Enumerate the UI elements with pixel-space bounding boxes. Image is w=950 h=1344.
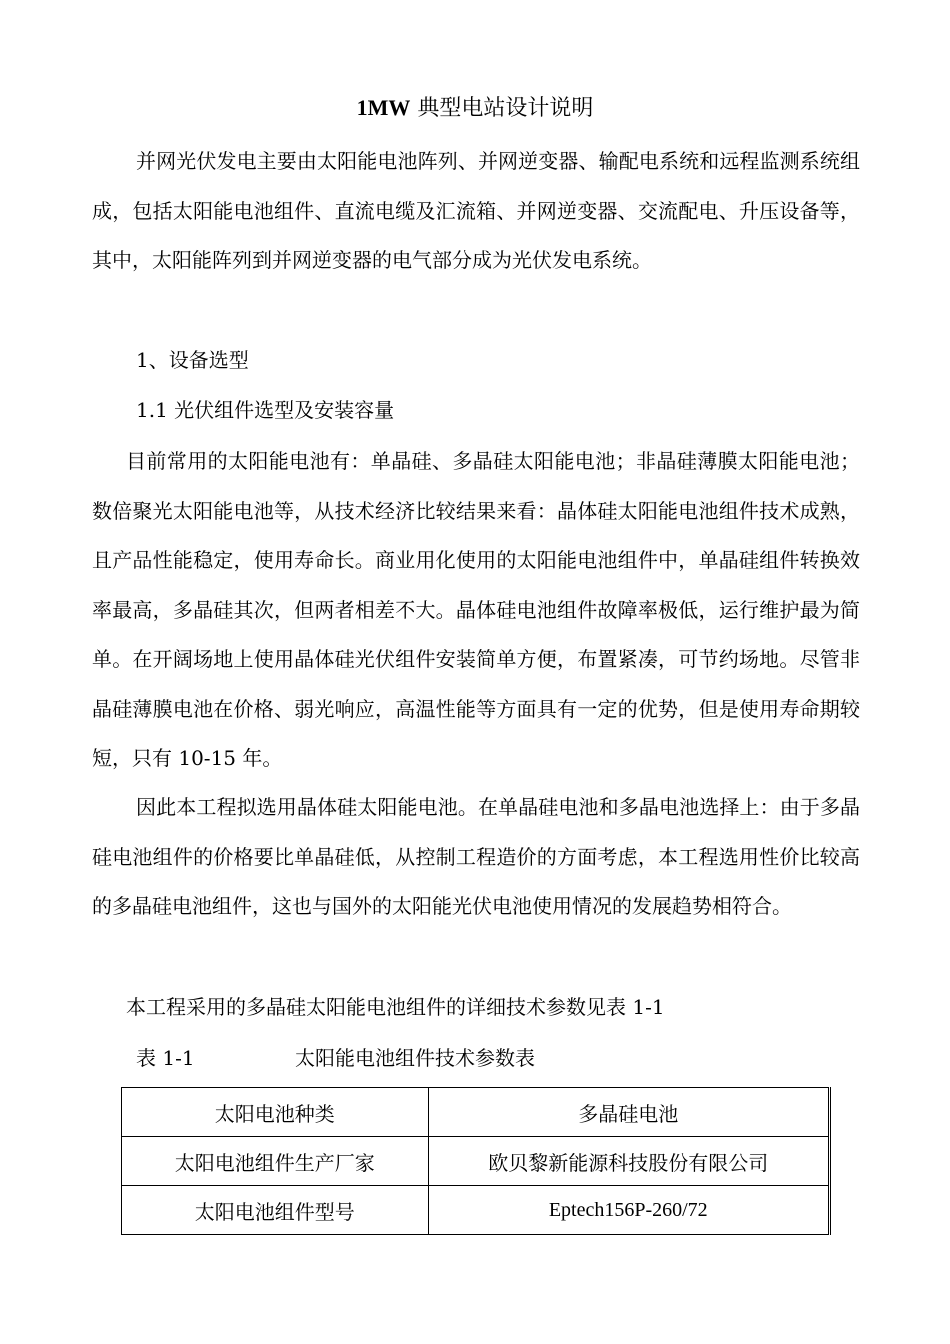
title-text: 典型电站设计说明 [410,96,594,121]
table-cell-value: 欧贝黎新能源科技股份有限公司 [428,1137,829,1186]
table-row [122,1137,830,1186]
module-parameter-table [121,1087,831,1235]
table-caption-number: 表 1-1 [136,1046,195,1070]
table-cell-value: Eptech156P-260/72 [428,1186,829,1235]
table-reference-paragraph: 本工程采用的多晶硅太阳能电池组件的详细技术参数见表 1-1 [126,995,665,1019]
table-cell-label: 太阳电池种类 [122,1088,429,1137]
table-caption-title: 太阳能电池组件技术参数表 [295,1046,535,1070]
cell-types-paragraph: 目前常用的太阳能电池有：单晶硅、多晶硅太阳能电池；非晶硅薄膜太阳能电池；数倍聚光太阳能电池等，从技术经济比较结果来看：晶体硅太阳能电池组件技术成熟，且产品性能稳定，使用寿命长。商业用化使用的太阳能电池组件中，单晶硅组件转换效率最高，多晶硅其次，但两者相差不大。晶体硅电池组件故障率极低，运行维护最为简单。在开阔场地上使用晶体硅光伏组件安装简单方便，布置紧凑，可节约场地。尽管非晶硅薄膜电池在价格、弱光响应，高温性能等方面具有一定的优势，但是使用寿命期较短，只有 10-15 年。 [92,449,860,770]
title-prefix: 1MW [356,95,411,120]
table-cell-value: 多晶硅电池 [428,1088,829,1137]
table-row [122,1186,830,1235]
document-title [0,90,950,127]
intro-paragraph: 并网光伏发电主要由太阳能电池阵列、并网逆变器、输配电系统和远程监测系统组成，包括太阳能电池组件、直流电缆及汇流箱、并网逆变器、交流配电、升压设备等，其中，太阳能阵列到并网逆变器的电气部分成为光伏发电系统。 [92,149,860,272]
table-cell-label: 太阳电池组件生产厂家 [122,1137,429,1186]
selection-paragraph: 因此本工程拟选用晶体硅太阳能电池。在单晶硅电池和多晶电池选择上：由于多晶硅电池组件的价格要比单晶硅低，从控制工程造价的方面考虑，本工程选用性价比较高的多晶硅电池组件，这也与国外的太阳能光伏电池使用情况的发展趋势相符合。 [92,795,860,918]
section-heading-1: 1、设备选型 [136,348,249,372]
section-heading-1-1: 1.1 光伏组件选型及安装容量 [136,398,395,422]
table-cell-label: 太阳电池组件型号 [122,1186,429,1235]
table-row [122,1088,830,1137]
